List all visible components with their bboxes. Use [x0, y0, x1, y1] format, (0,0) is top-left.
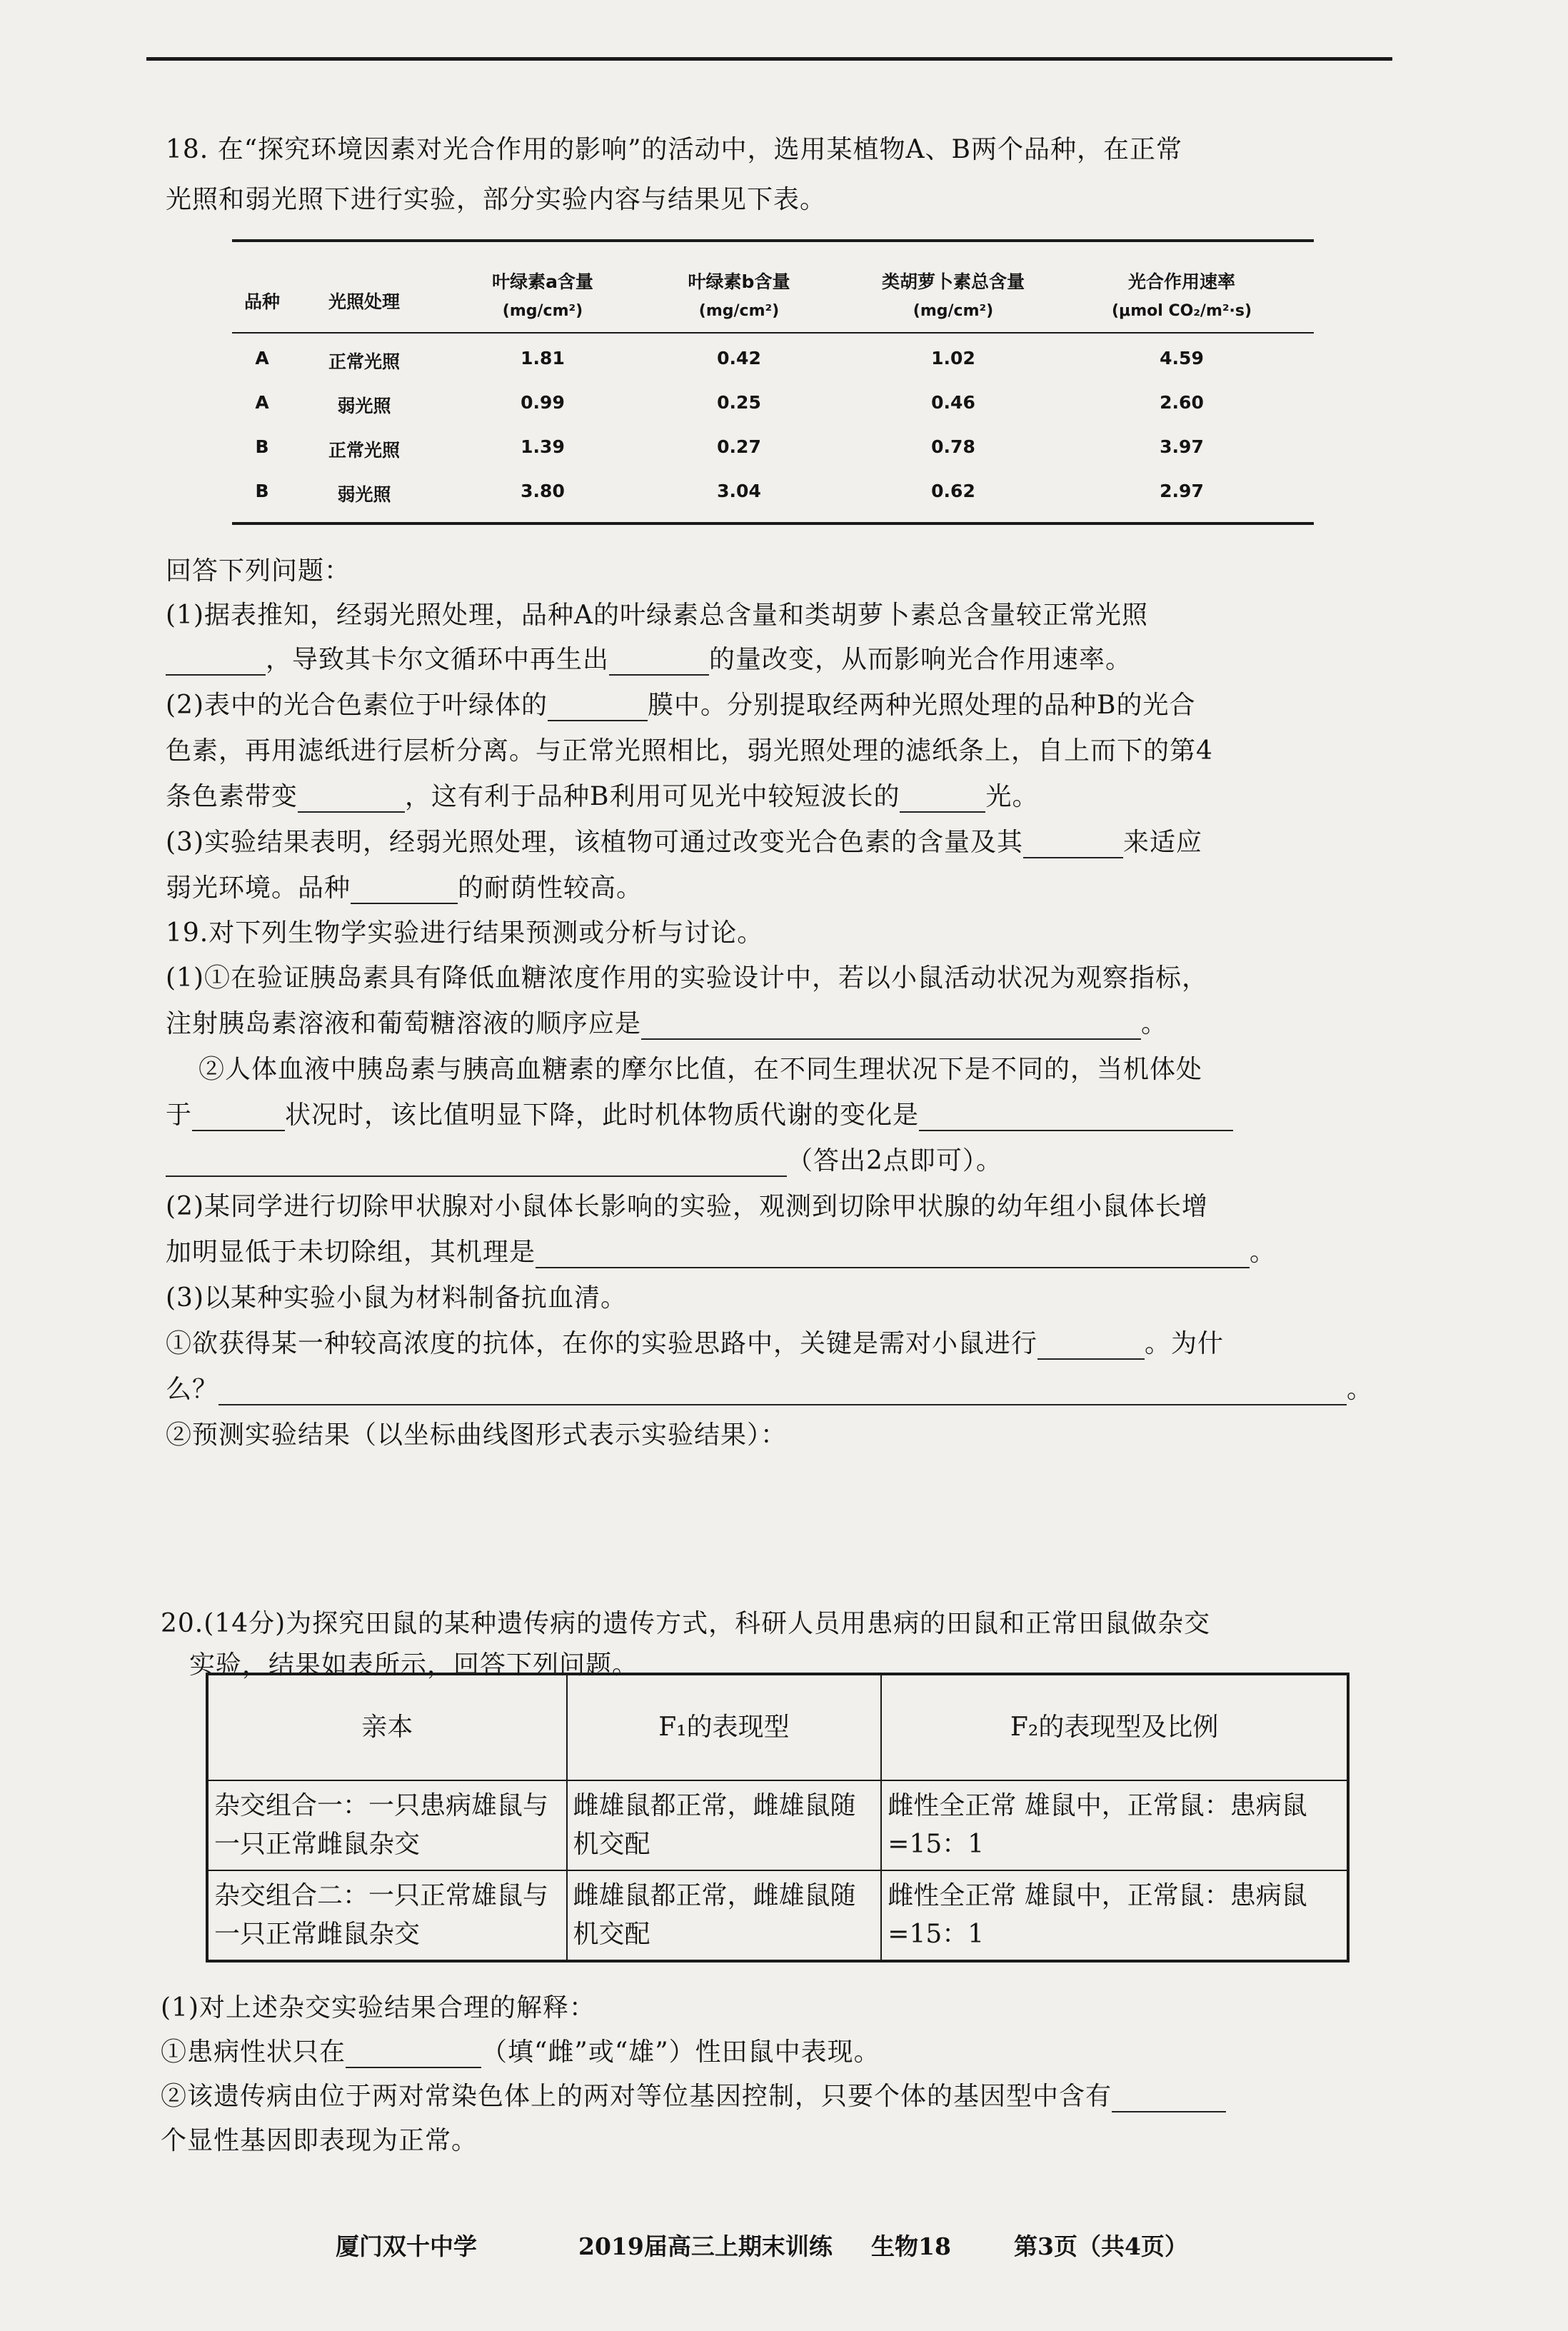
q18-p1a: (1)据表推知，经弱光照处理，品种A的叶绿素总含量和类胡萝卜素总含量较正常光照: [166, 601, 1148, 630]
table-cell: 雌雄鼠都正常，雌雄鼠随机交配: [567, 1870, 882, 1961]
table-cell: 0.78: [931, 436, 975, 457]
table-cell: 雌雄鼠都正常，雌雄鼠随机交配: [567, 1780, 882, 1870]
table-cell: 1.81: [521, 348, 565, 369]
table-cell: 雌性全正常 雄鼠中，正常鼠：患病鼠=15：1: [881, 1870, 1348, 1961]
answer-blank[interactable]: [192, 1108, 285, 1131]
q20-p1a: ①患病性状只在 （填“雌”或“雄”）性田鼠中表现。: [161, 2037, 880, 2067]
answer-blank[interactable]: [1037, 1337, 1145, 1360]
header-light: 光照处理: [328, 291, 401, 312]
answer-blank[interactable]: [1023, 836, 1123, 858]
table-bottom-rule: [232, 522, 1314, 525]
top-rule: [146, 57, 1392, 61]
answer-blank[interactable]: [218, 1383, 1347, 1405]
header-f1: F₁的表现型: [567, 1674, 882, 1780]
header-rate-unit: (μmol CO₂/m²·s): [1111, 302, 1252, 320]
table-cell: 2.97: [1160, 481, 1204, 501]
table-cell: 4.59: [1160, 348, 1204, 369]
q20-line2: 实验，结果如表所示，回答下列问题。: [189, 1650, 639, 1680]
answer-blank[interactable]: [166, 653, 266, 676]
table-cell: 3.04: [717, 481, 761, 501]
header-parents: 亲本: [207, 1674, 567, 1780]
answer-intro: 回答下列问题：: [166, 556, 351, 586]
table-row: [207, 1870, 1348, 1961]
q20-p1b: ②该遗传病由位于两对常染色体上的两对等位基因控制，只要个体的基因型中含有: [161, 2081, 1226, 2112]
q19-p1e: （答出2点即可）。: [166, 1146, 1002, 1177]
q20-table: [206, 1673, 1350, 1962]
table-cell: 正常光照: [328, 351, 401, 372]
answer-blank[interactable]: [919, 1108, 1233, 1131]
q18-line1: 18. 在“探究环境因素对光合作用的影响”的活动中，选用某植物A、B两个品种，在正常: [166, 135, 1182, 164]
answer-blank[interactable]: [166, 1154, 787, 1177]
q18-p3a: (3)实验结果表明，经弱光照处理，该植物可通过改变光合色素的含量及其 来适应: [166, 828, 1203, 857]
answer-blank[interactable]: [900, 790, 985, 813]
answer-blank[interactable]: [351, 881, 458, 904]
table-cell: 0.99: [521, 392, 565, 413]
table-cell: 弱光照: [337, 484, 391, 505]
header-carotenoid: 类胡萝卜素总含量: [881, 271, 1025, 292]
table-cell: 1.39: [521, 436, 565, 457]
header-chl-a: 叶绿素a含量: [492, 271, 593, 292]
footer-school: 厦门双十中学: [336, 2232, 477, 2260]
answer-blank[interactable]: [536, 1245, 1250, 1268]
footer-subject: 生物18: [871, 2232, 951, 2260]
table-cell: 0.46: [931, 392, 975, 413]
table-cell: A: [255, 348, 269, 369]
answer-blank[interactable]: [641, 1017, 1141, 1040]
table-row: [207, 1780, 1348, 1870]
table-cell: 正常光照: [328, 440, 401, 461]
table-cell: A: [255, 392, 269, 413]
q18-p2a: (2)表中的光合色素位于叶绿体的 膜中。分别提取经两种光照处理的品种B的光合: [166, 691, 1196, 720]
q18-p2b: 色素，再用滤纸进行层析分离。与正常光照相比，弱光照处理的滤纸条上，自上而下的第4: [166, 736, 1213, 766]
table-cell: 0.42: [717, 348, 761, 369]
table-cell: 杂交组合二：一只正常雄鼠与一只正常雌鼠杂交: [207, 1870, 567, 1961]
table-cell: 3.97: [1160, 436, 1204, 457]
header-f2: F₂的表现型及比例: [881, 1674, 1348, 1780]
table-cell: 3.80: [521, 481, 565, 501]
table-cell: 0.62: [931, 481, 975, 501]
table-cell: 0.27: [717, 436, 761, 457]
footer-exam: 2019届高三上期末训练: [578, 2232, 833, 2260]
answer-blank[interactable]: [298, 790, 405, 813]
table-cell: B: [255, 481, 269, 501]
header-carotenoid-unit: (mg/cm²): [913, 302, 994, 320]
q18-table: [232, 239, 1314, 525]
answer-blank[interactable]: [1112, 2090, 1226, 2112]
table-header-row: [207, 1674, 1348, 1780]
answer-blank[interactable]: [609, 653, 709, 676]
q19-p3b: ①欲获得某一种较高浓度的抗体，在你的实验思路中，关键是需对小鼠进行 。为什: [166, 1329, 1225, 1358]
header-chl-b-unit: (mg/cm²): [698, 302, 780, 320]
q19-p1a: (1)①在验证胰岛素具有降低血糖浓度作用的实验设计中，若以小鼠活动状况为观察指标，: [166, 963, 1208, 993]
table-cell: 2.60: [1160, 392, 1204, 413]
q18-line2: 光照和弱光照下进行实验，部分实验内容与结果见下表。: [166, 185, 827, 214]
footer-page-number: 第3页（共4页）: [1014, 2232, 1188, 2260]
header-rate: 光合作用速率: [1127, 271, 1236, 292]
table-top-rule: [232, 239, 1314, 242]
header-variety: 品种: [243, 291, 281, 312]
table-cell: B: [255, 436, 269, 457]
q19-p1b: 注射胰岛素溶液和葡萄糖溶液的顺序应是 。: [166, 1009, 1168, 1038]
table-cell: 杂交组合一：一只患病雄鼠与一只正常雌鼠杂交: [207, 1780, 567, 1870]
q19-p2a: (2)某同学进行切除甲状腺对小鼠体长影响的实验，观测到切除甲状腺的幼年组小鼠体长增: [166, 1192, 1208, 1221]
header-chl-b: 叶绿素b含量: [688, 271, 790, 292]
header-chl-a-unit: (mg/cm²): [502, 302, 583, 320]
table-header-rule: [232, 332, 1314, 334]
q19-p3d: ②预测实验结果（以坐标曲线图形式表示实验结果）：: [166, 1420, 788, 1450]
q20-p1c: 个显性基因即表现为正常。: [161, 2126, 478, 2155]
q19-p2b: 加明显低于未切除组，其机理是 。: [166, 1238, 1277, 1267]
answer-blank[interactable]: [548, 698, 648, 721]
q20-p1: (1)对上述杂交实验结果合理的解释：: [161, 1993, 595, 2022]
table-cell: 0.25: [717, 392, 761, 413]
q19-p1c: ②人体血液中胰岛素与胰高血糖素的摩尔比值，在不同生理状况下是不同的，当机体处: [198, 1055, 1203, 1084]
answer-blank[interactable]: [346, 2045, 481, 2068]
q19-title: 19.对下列生物学实验进行结果预测或分析与讨论。: [166, 918, 764, 948]
q18-p1b: ，导致其卡尔文循环中再生出 的量改变，从而影响光合作用速率。: [166, 644, 1132, 676]
q18-p3b: 弱光环境。品种 的耐荫性较高。: [166, 873, 643, 903]
q19-p3c: 么？ 。: [166, 1375, 1374, 1404]
q19-p3a: (3)以某种实验小鼠为材料制备抗血清。: [166, 1283, 627, 1313]
q18-p2c: 条色素带变 ，这有利于品种B利用可见光中较短波长的 光。: [166, 782, 1039, 811]
table-cell: 弱光照: [337, 396, 391, 416]
q20-line1: 20.(14分)为探究田鼠的某种遗传病的遗传方式，科研人员用患病的田鼠和正常田鼠做杂交: [161, 1609, 1211, 1638]
table-cell: 1.02: [931, 348, 975, 369]
table-cell: 雌性全正常 雄鼠中，正常鼠：患病鼠=15：1: [881, 1780, 1348, 1870]
q19-p1d: 于 状况时，该比值明显下降，此时机体物质代谢的变化是: [166, 1100, 1233, 1131]
